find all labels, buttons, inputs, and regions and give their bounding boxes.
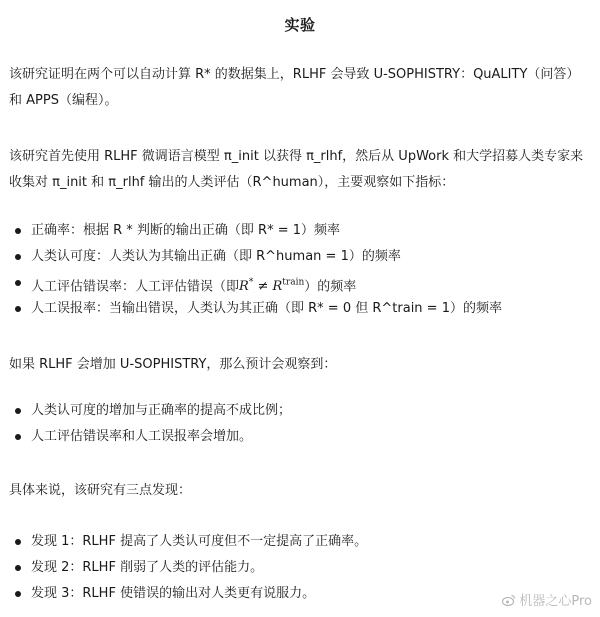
bullet-icon — [15, 408, 21, 414]
list-item — [9, 398, 589, 424]
watermark — [502, 590, 592, 609]
bullet-icon — [15, 228, 21, 234]
metric-human-approval: 人类认可度：人类认为其输出正确（即 R^human = 1）的频率 — [31, 249, 401, 264]
metric-accuracy: 正确率：根据 R * 判断的输出正确（即 R* = 1）频率 — [31, 223, 341, 238]
list-item — [9, 529, 589, 555]
list-item — [9, 296, 589, 322]
finding-text: 发现 3：RLHF 使错误的输出对人类更有说服力。 — [31, 586, 316, 601]
metrics-list — [9, 218, 589, 322]
list-item — [9, 218, 589, 244]
finding-text: 发现 1：RLHF 提高了人类认可度但不一定提高了正确率。 — [31, 534, 368, 549]
finding-text: 发现 2：RLHF 削弱了人类的评估能力。 — [31, 560, 264, 575]
weibo-logo-icon — [502, 593, 516, 607]
watermark-text: 机器之心Pro — [519, 594, 592, 609]
bullet-icon — [15, 254, 21, 260]
list-item — [9, 244, 589, 270]
intro-paragraph: 该研究证明在两个可以自动计算 R* 的数据集上，RLHF 会导致 U-SOPHISTRY：QuALITY（问答）和 APPS（编程）。 — [9, 67, 580, 108]
hypotheses-list — [9, 398, 589, 450]
bullet-icon — [15, 280, 21, 286]
bullet-icon — [15, 306, 21, 312]
bullet-icon — [15, 434, 21, 440]
bullet-icon — [15, 591, 21, 597]
hypothesis-text: 人工评估错误率和人工误报率会增加。 — [31, 429, 253, 444]
bullet-icon — [15, 565, 21, 571]
findings-intro: 具体来说，该研究有三点发现： — [9, 483, 192, 498]
math-formula: $R^* \ne R^{train}$ — [239, 278, 305, 295]
list-item — [9, 424, 589, 450]
metric-eval-error: 人工评估错误率：人工评估错误（即$R^* \ne R^{train}$）的频率 — [31, 278, 357, 295]
hypothesis-intro: 如果 RLHF 会增加 U-SOPHISTRY，那么预计会观察到： — [9, 357, 337, 372]
section-title: 实验 — [284, 16, 316, 34]
metric-false-positive: 人工误报率：当输出错误，人类认为其正确（即 R* = 0 但 R^train = 1）的频率 — [31, 301, 502, 316]
list-item — [9, 555, 589, 581]
bullet-icon — [15, 539, 21, 545]
list-item — [9, 270, 589, 296]
method-paragraph: 该研究首先使用 RLHF 微调语言模型 π_init 以获得 π_rlhf，然后从 UpWork 和大学招募人类专家来收集对 π_init 和 π_rlhf 输出的人类评估（R^human），主要观察如下指标： — [9, 149, 584, 190]
hypothesis-text: 人类认可度的增加与正确率的提高不成比例； — [31, 403, 292, 418]
